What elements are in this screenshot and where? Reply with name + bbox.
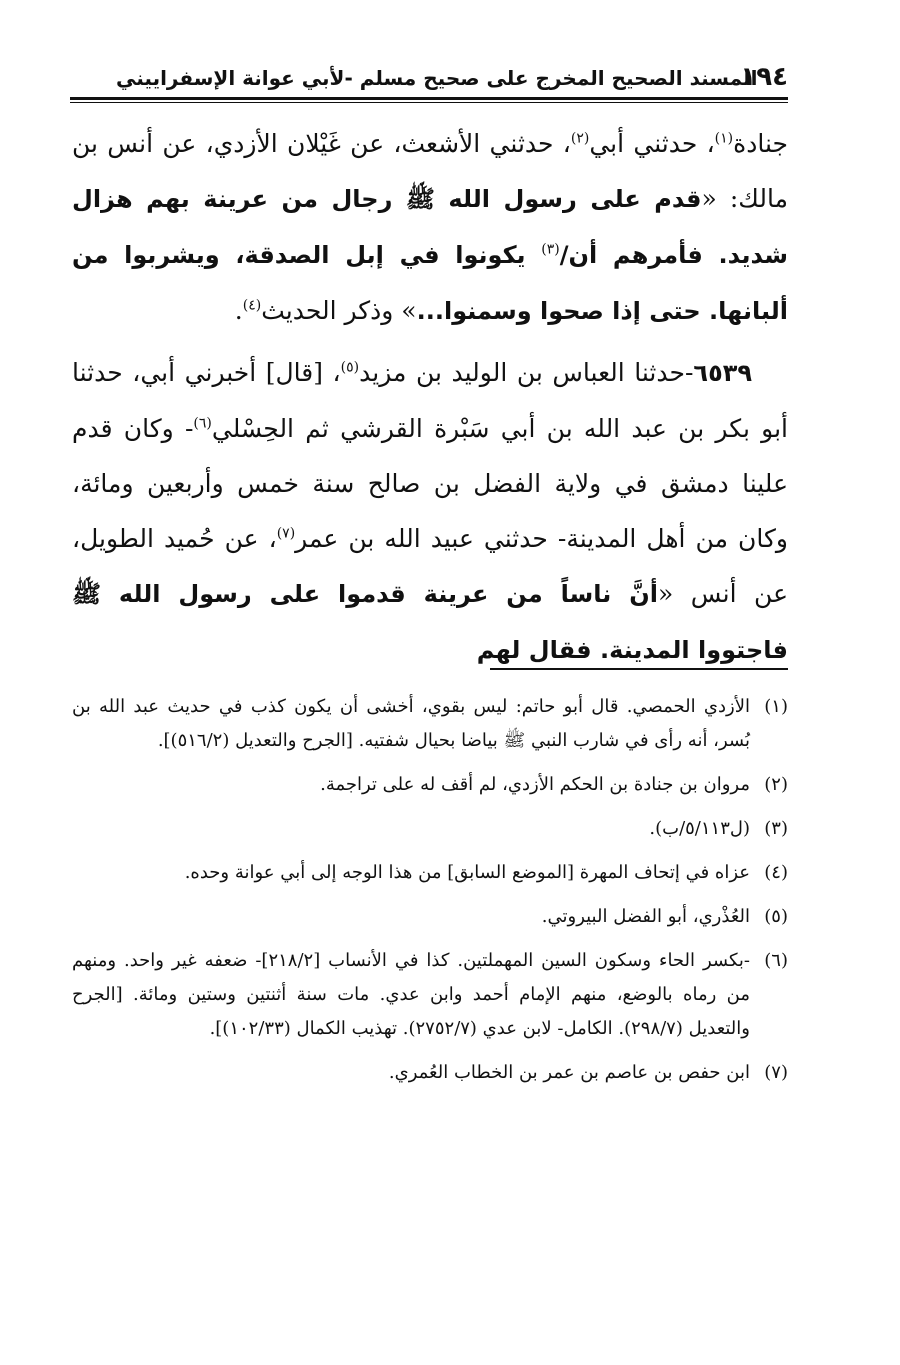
footnote-ref: (١) [714,130,734,147]
footnote-ref: (٥) [340,359,360,376]
page-number: ١٩٤ [740,62,788,92]
page-header [112,58,788,98]
main-text [72,116,788,678]
header-rule [70,97,788,100]
text-run: ، حدثني أبي [589,129,715,158]
footnote [72,690,788,758]
footnote-text: العُذْري، أبو الفضل البيروتي. [541,906,750,927]
footnote-ref: (٤) [242,297,262,314]
text-run: ، عن حُميد الطويل، عن أنس « [72,524,789,608]
hadith-text-bold: أنَّ ناساً من عرينة قدموا على رسول الله ﷺ فاجتووا المدينة. فقال لهم [72,580,788,664]
footnote-text: -بكسر الحاء وسكون السين المهملتين. كذا في الأنساب [٢١٨/٢]- ضعفه غير واحد. ومنهم من رماه بالوضع، منهم الإمام أحمد وابن عدي. مات سنة أثنتين وستين ومائة. [الجرح والتعديل (٢٩٨/٧). الكامل- لابن عدي (٢٧٥٢/٧). تهذيب الكمال (١٠٢/٣٣)]. [72,950,750,1039]
footnote-ref: (٣) [541,241,560,258]
footnote-ref: (٧) [276,525,296,542]
footnote-number: (٧) [764,1062,788,1083]
footnote-text: مروان بن جنادة بن الحكم الأزدي، لم أقف له على تراجمة. [320,774,750,795]
text-run: ، [قال] أخبرني أبي، حدثنا أبو بكر بن عبد الله بن أبي سَبْرة القرشي ثم الحِسْلي [72,358,789,443]
paragraph-hadith-6539 [72,345,788,678]
footnote [72,900,788,934]
footnote [72,944,788,1046]
footnote-text: الأزدي الحمصي. قال أبو حاتم: ليس بقوي، أخشى أن يكون كذب في حديث عبد الله بن بُسر، أنه رأى في شارب النبي ﷺ بياضا بحيال شفتيه. [الجرح والتعديل (٥١٦/٢)]. [72,696,750,751]
text-run: - وكان قدم علينا دمشق في ولاية الفضل بن صالح سنة خمس وأربعين ومائة، وكان من أهل المدينة- حدثني عبيد الله بن عمر [72,414,788,553]
footnote-ref: (٢) [570,130,590,147]
footnotes [72,690,788,1100]
text-run: » وذكر الحديث [261,296,417,325]
footnote-number: (١) [764,696,788,717]
footnote-number: (٦) [764,950,788,971]
footnote [72,768,788,802]
footnote-number: (٢) [764,774,788,795]
text-run: . [234,296,243,325]
hadith-text-bold: يكونوا في إبل الصدقة، ويشربوا من ألبانها. حتى إذا صحوا وسمنوا... [72,241,788,325]
text-run: -حدثنا العباس بن الوليد بن مزيد [359,358,694,387]
footnote [72,856,788,890]
hadith-number: ٦٥٣٩ [693,359,753,387]
running-title: المسند الصحيح المخرج على صحيح مسلم -لأبي عوانة الإسفراييني [116,66,758,90]
footnote-number: (٥) [764,906,788,927]
footnote-separator [490,668,788,670]
header-rule-thin [70,102,788,103]
footnote-number: (٤) [764,862,788,883]
footnote-ref: (٦) [193,415,212,432]
text-run: جنادة [733,129,788,158]
footnote-text: عزاه في إتحاف المهرة [الموضع السابق] من هذا الوجه إلى أبي عوانة وحده. [184,862,750,883]
paragraph-continuation [72,116,788,339]
footnote-text: ابن حفص بن عاصم بن عمر بن الخطاب العُمري. [388,1062,750,1083]
hadith-text-bold: قدم على رسول الله ﷺ رجال من عرينة بهم هزال شديد. فأمرهم أن/ [72,185,789,269]
footnote [72,1056,788,1090]
text-run: ، حدثني الأشعث، عن غَيْلان الأزدي، عن أنس بن مالك: « [72,129,788,213]
footnote-text: (ل٥/١١٣/ب). [649,818,750,839]
footnote [72,812,788,846]
footnote-number: (٣) [764,818,788,839]
